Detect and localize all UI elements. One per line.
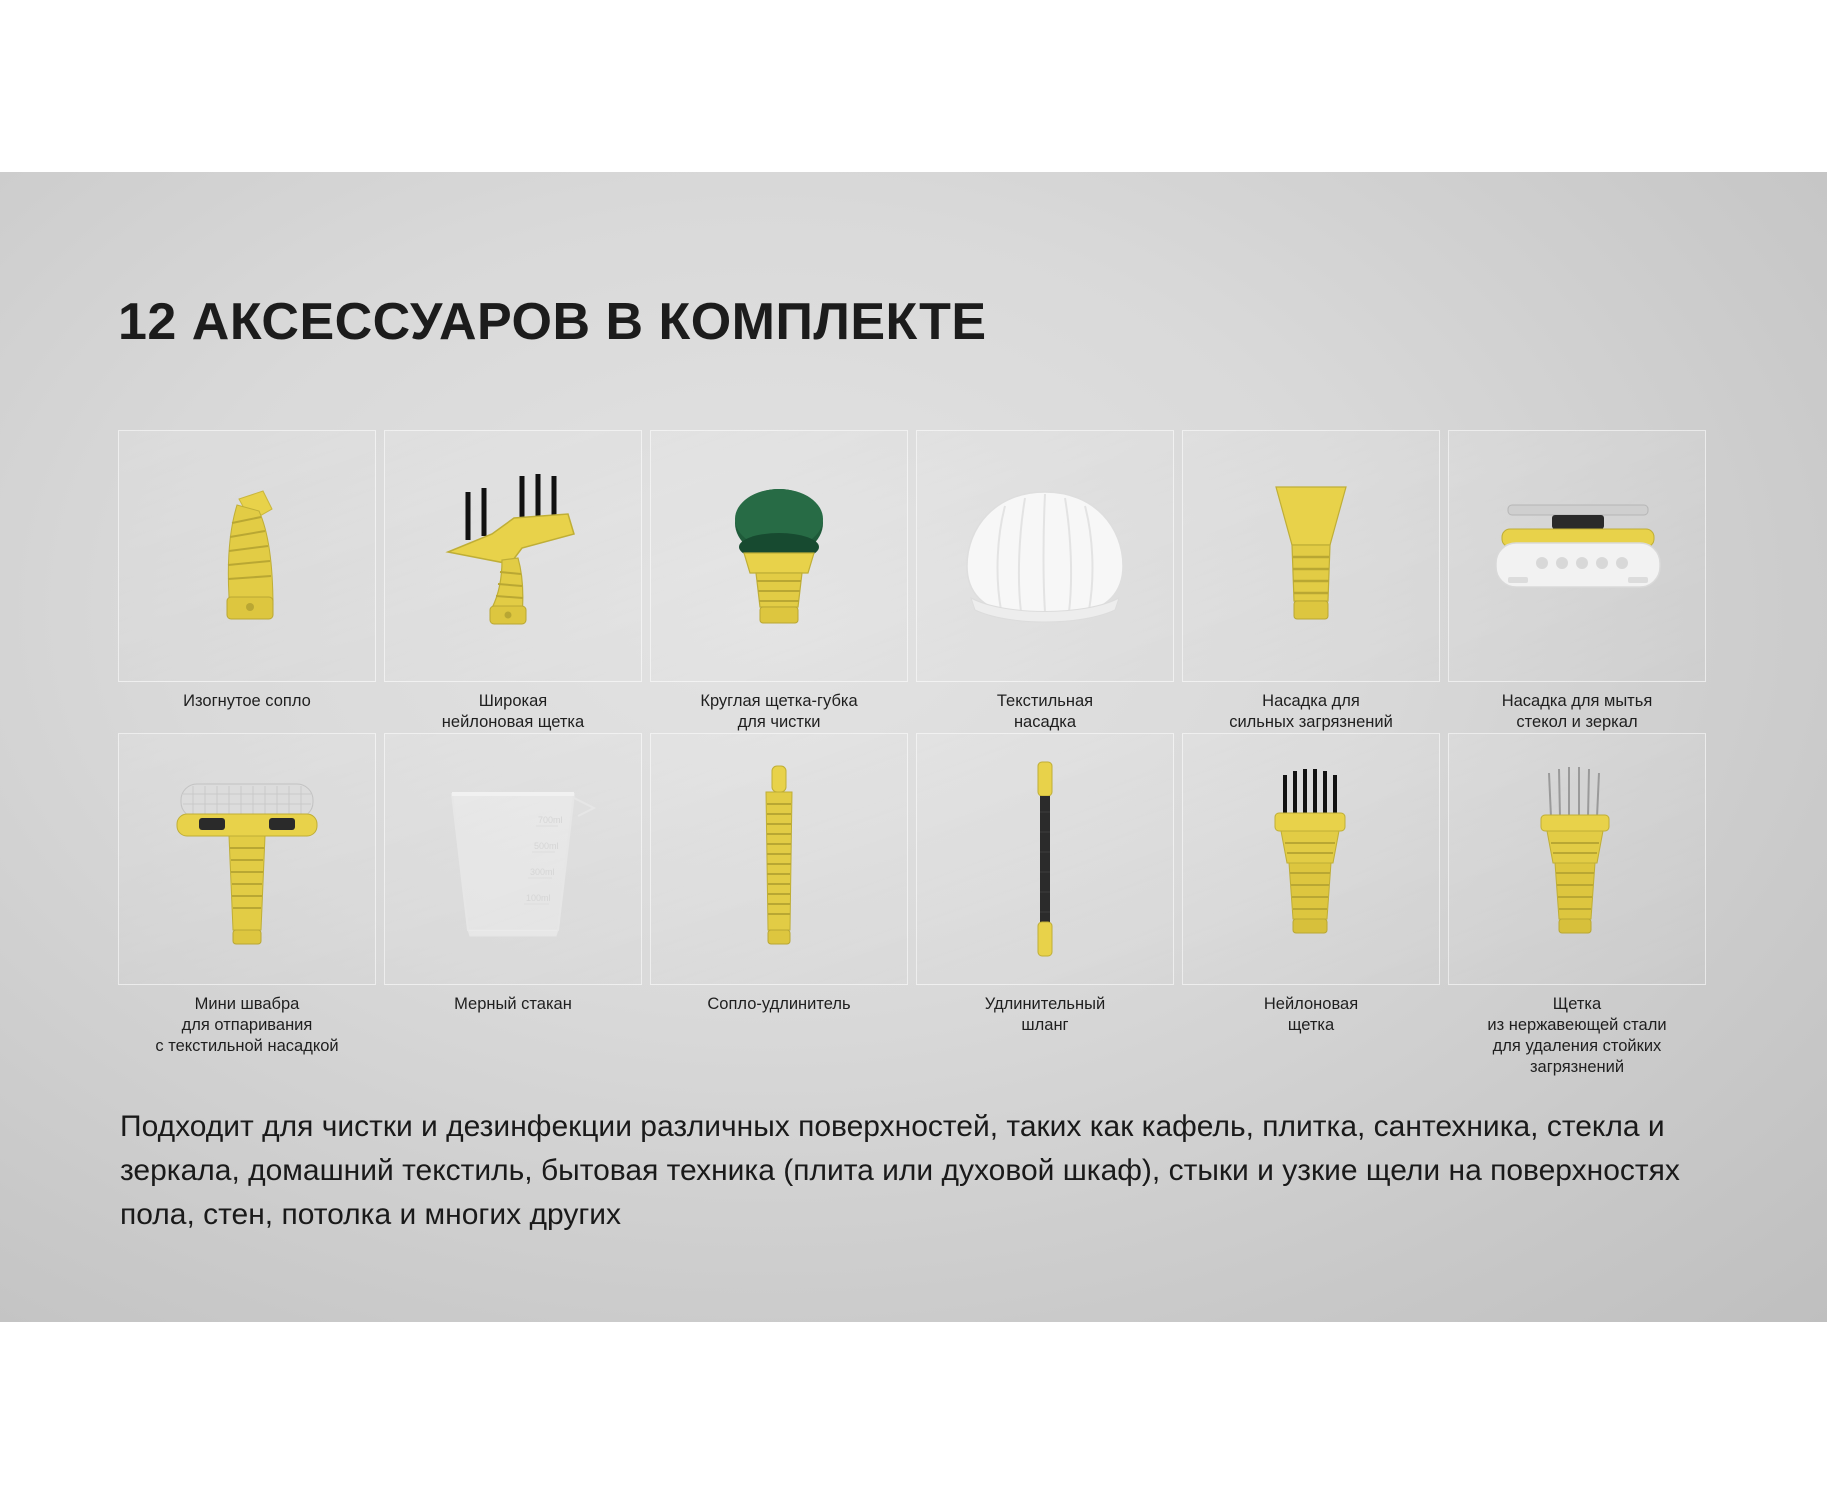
accessory-caption: Щетка из нержавеющей стали для удаления стойких загрязнений	[1487, 995, 1667, 1076]
accessory-thumbnail	[916, 430, 1174, 682]
extension-hose-icon	[1010, 752, 1080, 967]
accessory-grid-row-2	[118, 733, 1718, 1078]
accessory-caption: Мини швабра для отпаривания с текстильной насадкой	[155, 995, 339, 1055]
accessory-caption: Широкая нейлоновая щетка	[441, 692, 585, 731]
bent-nozzle-icon	[177, 461, 317, 651]
accessory-caption: Изогнутое сопло	[183, 692, 311, 710]
accessory-thumbnail	[650, 733, 908, 985]
accessory-thumbnail	[118, 733, 376, 985]
accessory-thumbnail	[650, 430, 908, 682]
accessory-thumbnail	[384, 733, 642, 985]
heavy-dirt-nozzle-icon	[1246, 461, 1376, 651]
accessory-caption: Удлинительный шланг	[984, 995, 1106, 1034]
svg-text:300ml: 300ml	[530, 867, 555, 877]
accessory-cell[interactable]	[1448, 733, 1706, 1078]
accessory-caption: Мерный стакан	[454, 995, 572, 1013]
accessory-thumbnail	[118, 430, 376, 682]
window-squeegee-icon	[1472, 481, 1682, 631]
wide-nylon-brush-icon	[418, 456, 608, 656]
accessory-caption: Насадка для мытья стекол и зеркал	[1501, 692, 1653, 731]
svg-text:500ml: 500ml	[534, 841, 559, 851]
accessory-cell[interactable]	[650, 733, 908, 1078]
page-title: 12 АКСЕССУАРОВ В КОМПЛЕКТЕ	[118, 293, 987, 351]
accessory-cell[interactable]	[916, 430, 1174, 733]
accessory-thumbnail	[1448, 733, 1706, 985]
accessory-caption: Нейлоновая щетка	[1263, 995, 1359, 1034]
accessory-cell[interactable]	[1448, 430, 1706, 733]
accessory-thumbnail	[384, 430, 642, 682]
steel-brush-icon	[1507, 759, 1647, 959]
svg-text:700ml: 700ml	[538, 815, 563, 825]
accessory-cell[interactable]	[1182, 733, 1440, 1078]
accessory-grid-row-1	[118, 430, 1718, 733]
accessory-cell[interactable]	[916, 733, 1174, 1078]
description-text: Подходит для чистки и дезинфекции различных поверхностей, таких как кафель, плитка, сантехника, стекла и зеркала, домашний текстиль, бытовая техника (плита или духовой шкаф), стыки и узкие щели на поверхностях пола, стен, потолка и многих других	[120, 1110, 1680, 1231]
accessory-cell[interactable]	[384, 430, 642, 733]
accessory-caption: Круглая щетка-губка для чистки	[700, 692, 858, 731]
extension-nozzle-icon	[724, 754, 834, 964]
accessory-cell[interactable]	[118, 430, 376, 733]
accessory-thumbnail	[916, 733, 1174, 985]
accessory-cell[interactable]	[118, 733, 376, 1078]
mini-mop-icon	[147, 754, 347, 964]
accessory-thumbnail	[1182, 430, 1440, 682]
svg-text:100ml: 100ml	[526, 893, 551, 903]
accessory-thumbnail	[1182, 733, 1440, 985]
round-sponge-brush-icon	[704, 461, 854, 651]
accessory-cell[interactable]	[384, 733, 642, 1078]
accessory-caption: Сопло-удлинитель	[707, 995, 851, 1013]
accessory-thumb-cell[interactable]	[650, 430, 908, 733]
accessory-caption: Насадка для сильных загрязнений	[1229, 692, 1393, 731]
textile-pad-icon	[955, 476, 1135, 636]
accessory-thumbnail	[1448, 430, 1706, 682]
accessory-caption: Текстильная насадка	[996, 692, 1094, 731]
accessory-cell[interactable]	[1182, 430, 1440, 733]
nylon-brush-icon	[1241, 759, 1381, 959]
measuring-cup-icon	[418, 764, 608, 954]
